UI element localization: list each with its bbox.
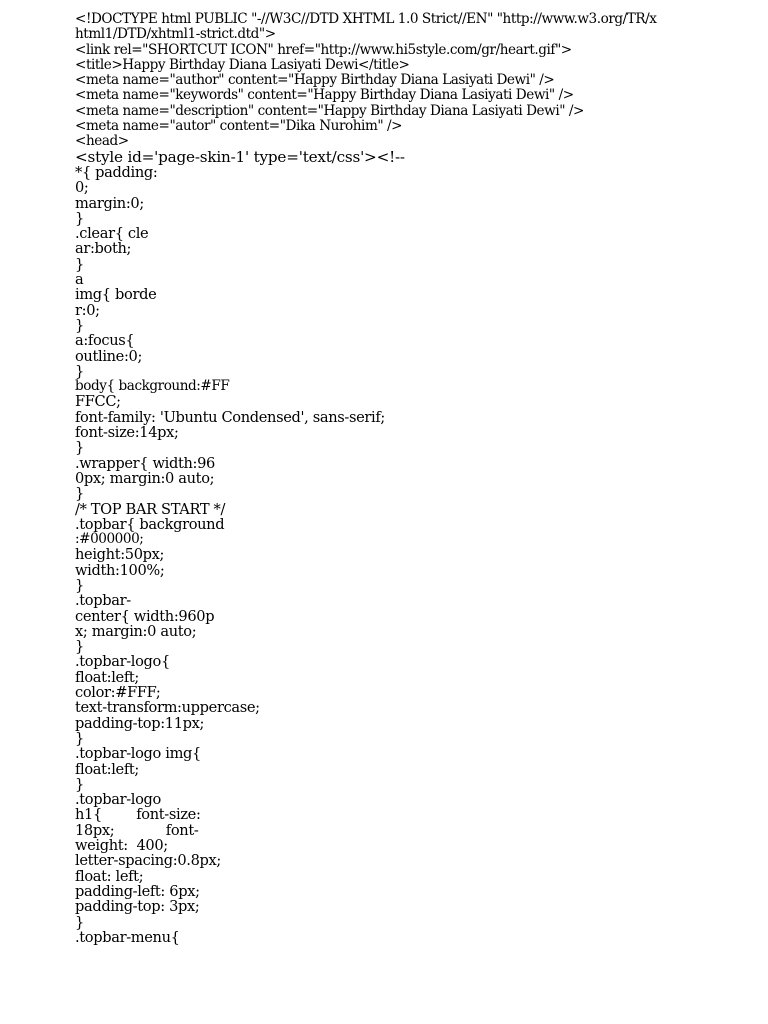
code-line: text-transform:uppercase; (75, 699, 260, 717)
code-line: <meta name="keywords" content="Happy Birthday Diana Lasiyati Dewi" /> (75, 87, 574, 104)
code-line: 18px; font- (75, 821, 199, 839)
code-line: r:0; (75, 301, 100, 319)
code-line: float: left; (75, 867, 144, 885)
code-line: padding-top:11px; (75, 714, 205, 732)
code-line: img{ borde (75, 286, 157, 304)
code-line: body{ background:#FF (75, 378, 230, 395)
code-line: .topbar-logo img{ (75, 745, 201, 763)
code-line: .topbar-logo{ (75, 653, 170, 671)
code-line: padding-left: 6px; (75, 882, 200, 900)
code-line: <meta name="autor" content="Dika Nurohim" /> (75, 118, 403, 135)
code-line: .topbar-logo (75, 791, 161, 809)
code-line: x; margin:0 auto; (75, 622, 197, 640)
code-line: .topbar- (75, 592, 131, 610)
code-line: } (75, 255, 84, 273)
code-line: h1{ font-size: (75, 806, 201, 824)
code-line: <meta name="description" content="Happy Birthday Diana Lasiyati Dewi" /> (75, 102, 584, 119)
code-line: .clear{ cle (75, 225, 149, 243)
code-line: } (75, 638, 84, 656)
code-line: html1/DTD/xhtml1-strict.dtd"> (75, 26, 276, 43)
code-line: 0px; margin:0 auto; (75, 469, 215, 487)
code-line: :#000000; (75, 531, 144, 548)
code-line: a (75, 271, 84, 289)
code-line: center{ width:960p (75, 607, 215, 625)
code-line: padding-top: 3px; (75, 898, 200, 916)
code-line: font-family: 'Ubuntu Condensed', sans-serif; (75, 408, 385, 426)
code-line: <style id='page-skin-1' type='text/css'><!-- (75, 147, 405, 166)
code-line: } (75, 576, 84, 594)
code-line: <meta name="author" content="Happy Birthday Diana Lasiyati Dewi" /> (75, 72, 555, 89)
code-line: } (75, 485, 84, 503)
code-line: } (75, 362, 84, 380)
code-line: width:100%; (75, 561, 165, 579)
code-line: .topbar-menu{ (75, 928, 180, 946)
code-line: FFCC; (75, 393, 121, 411)
code-line: 0; (75, 179, 89, 197)
code-line: float:left; (75, 668, 139, 686)
code-line: outline:0; (75, 347, 143, 365)
code-line: weight: 400; (75, 837, 168, 855)
code-line: .wrapper{ width:96 (75, 454, 215, 472)
code-line: } (75, 913, 84, 931)
code-line: letter-spacing:0.8px; (75, 852, 221, 870)
code-line: <!DOCTYPE html PUBLIC "-//W3C//DTD XHTML 1.0 Strict//EN" "http://www.w3.org/TR/x (75, 11, 657, 27)
code-line: } (75, 729, 84, 747)
code-line: height:50px; (75, 546, 165, 564)
code-line: <title>Happy Birthday Diana Lasiyati Dewi</title> (75, 56, 410, 73)
code-line: ar:both; (75, 240, 132, 258)
code-listing (75, 12, 695, 945)
code-line: /* TOP BAR START */ (75, 500, 226, 518)
code-line: margin:0; (75, 194, 144, 212)
code-line: color:#FFF; (75, 684, 161, 702)
code-line: <link rel="SHORTCUT ICON" href="http://www.hi5style.com/gr/heart.gif"> (75, 41, 572, 58)
code-line: } (75, 209, 84, 227)
code-line: } (75, 439, 84, 457)
code-line: *{ padding: (75, 163, 158, 181)
code-line: } (75, 775, 84, 793)
code-line: } (75, 316, 84, 334)
code-line: float:left; (75, 760, 139, 778)
code-line: a:focus{ (75, 332, 135, 350)
code-line: <head> (75, 133, 129, 150)
code-line: font-size:14px; (75, 424, 179, 442)
code-line: .topbar{ background (75, 515, 225, 533)
